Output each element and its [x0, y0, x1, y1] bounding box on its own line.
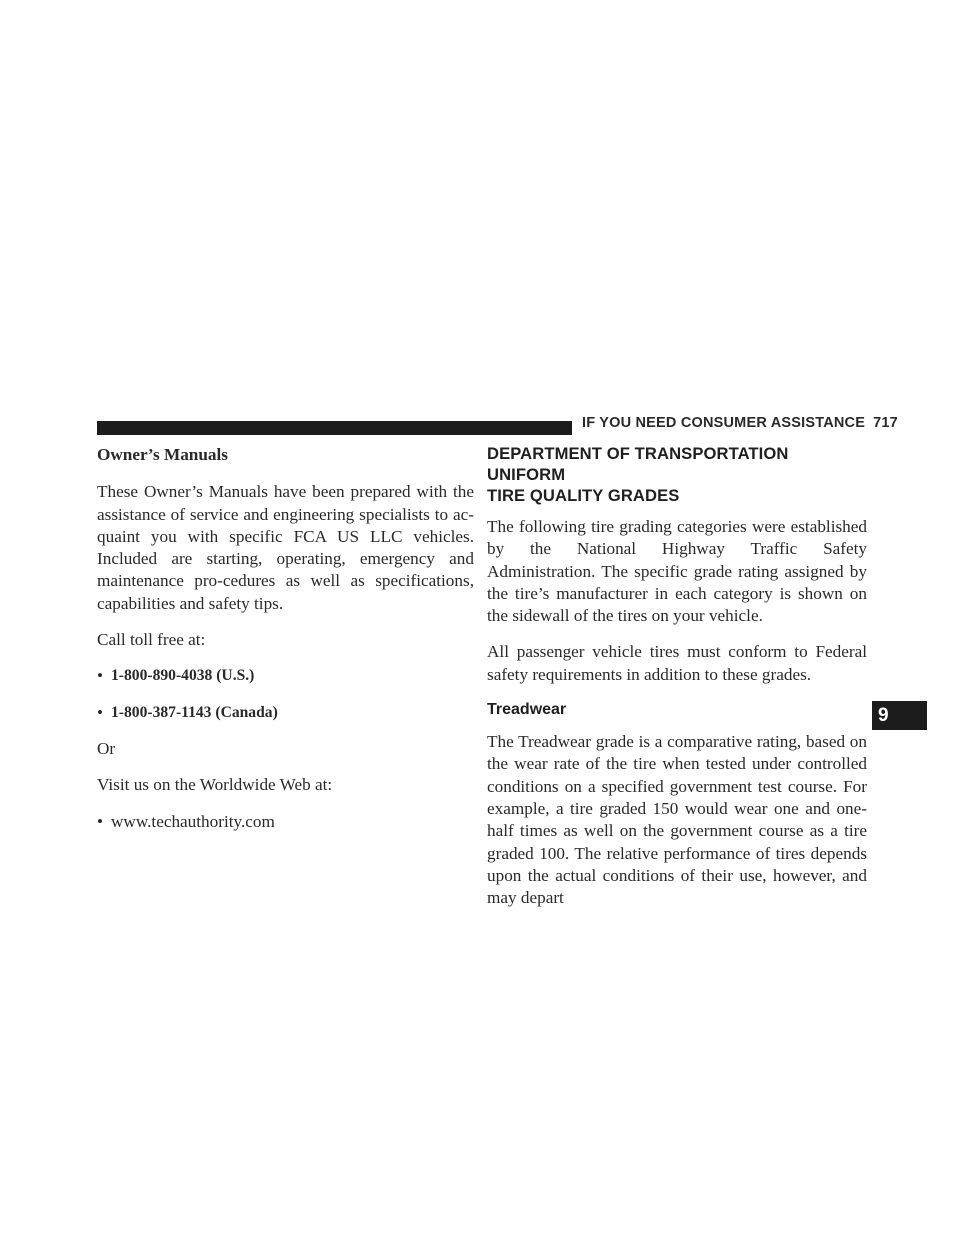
or-text: Or	[97, 738, 116, 758]
bullet-icon: •	[97, 666, 104, 686]
page-number: 717	[873, 415, 898, 431]
header-section-title: IF YOU NEED CONSUMER ASSISTANCE	[582, 415, 866, 431]
phone-canada-item	[97, 702, 474, 724]
bullet-icon: •	[97, 811, 104, 831]
chapter-tab: 9	[872, 701, 927, 730]
treadwear-paragraph: The Treadwear grade is a comparative rating, based on the wear rate of the tire when tested under controlled conditions on a specified government test course. For example, a tire graded 150 would wear one and one-half times as well on the government course as a tire graded 100. The relative performance of tires depends upon the actual conditions of their use, however, and may depart	[487, 732, 867, 908]
header-rule-bar	[97, 421, 572, 435]
owners-manuals-intro: These Owner’s Manuals have been prepared with the assistance of service and engineering specialists to ac-quaint you with specific FCA US LLC vehicles. Included are starting, operating, emergency and maintenance pro-cedures as well as specifications, capabilities and safety tips.	[97, 482, 474, 613]
bullet-icon: •	[97, 702, 104, 722]
utqg-paragraph-1: The following tire grading categories were established by the National Highway Traffic Safety Administration. The specific grade rating assigned by the tire’s manufacturer in each category is shown on the sidewall of the tires on your vehicle.	[487, 517, 867, 626]
phone-canada: 1-800-387-1143 (Canada)	[111, 703, 278, 721]
utqg-title-line1: DEPARTMENT OF TRANSPORTATION UNIFORM	[487, 444, 789, 484]
right-column	[487, 443, 867, 909]
owners-manuals-heading: Owner’s Manuals	[97, 445, 228, 464]
utqg-paragraph-2: All passenger vehicle tires must conform to Federal safety requirements in addition to these grades.	[487, 642, 867, 684]
web-label: Visit us on the Worldwide Web at:	[97, 775, 333, 795]
left-column	[97, 444, 474, 847]
website-item	[97, 811, 474, 833]
treadwear-heading: Treadwear	[487, 701, 567, 719]
phone-us: 1-800-890-4038 (U.S.)	[111, 667, 255, 685]
utqg-title-line2: TIRE QUALITY GRADES	[487, 486, 680, 505]
running-header	[582, 415, 898, 431]
website-link[interactable]: www.techauthority.com	[111, 811, 275, 831]
phone-us-item	[97, 665, 474, 687]
utqg-section-title	[487, 443, 867, 506]
call-label: Call toll free at:	[97, 630, 206, 650]
